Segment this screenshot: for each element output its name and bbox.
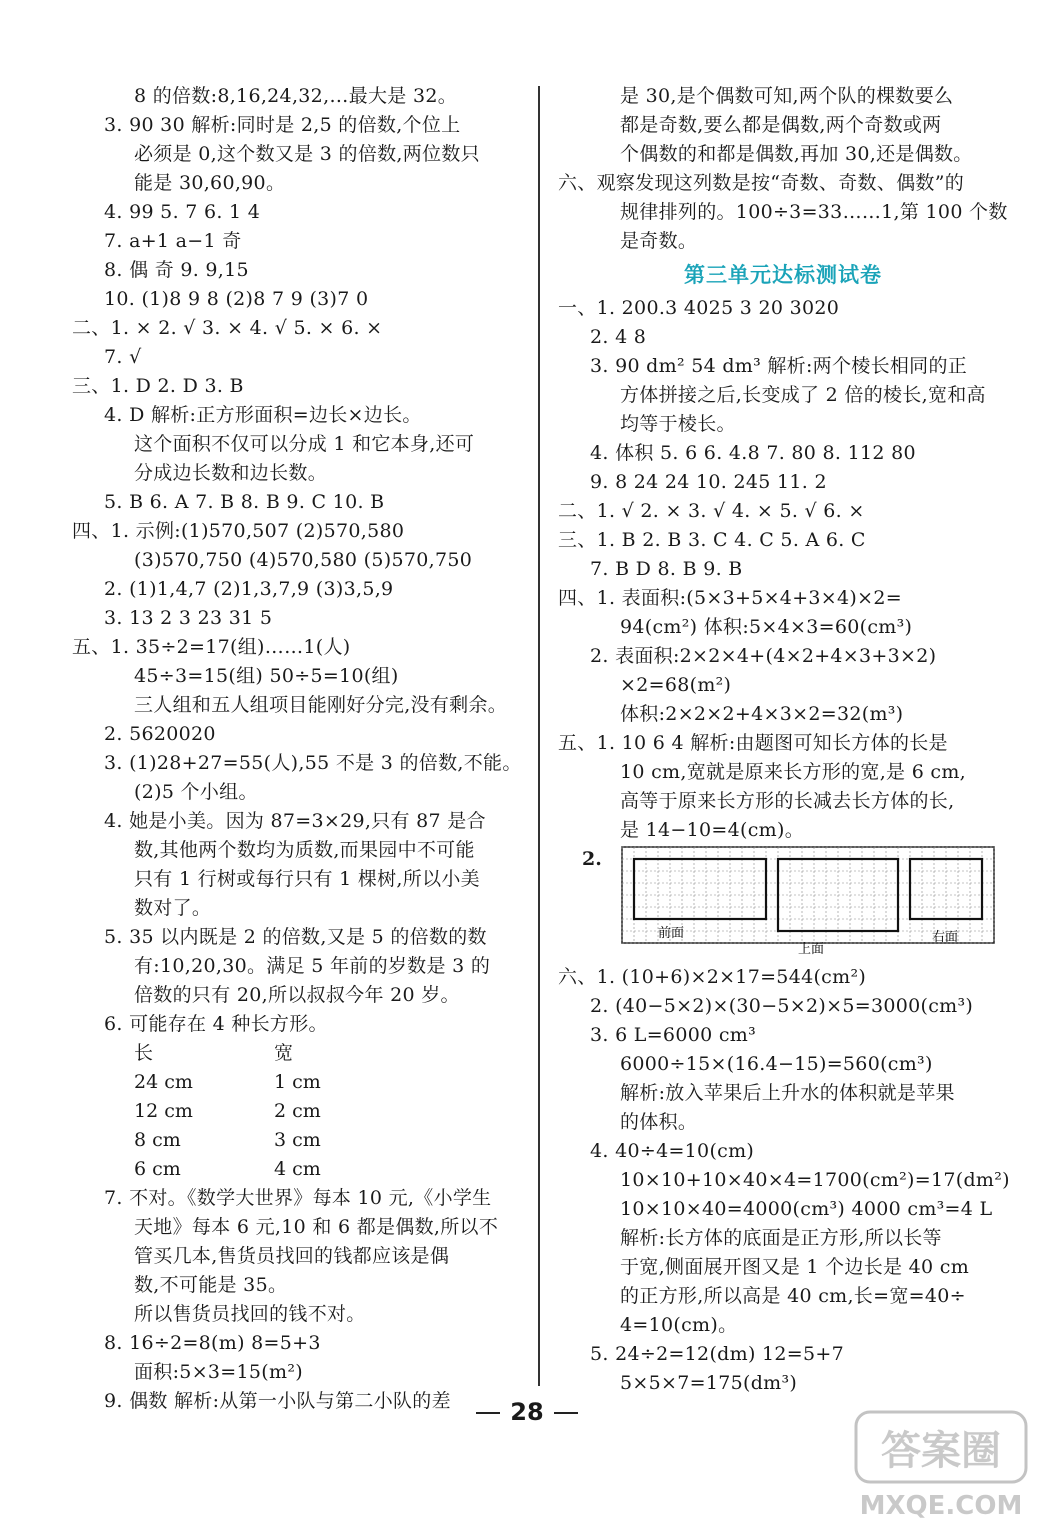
answer-line: 4. 99 5. 7 6. 1 4 bbox=[104, 201, 261, 223]
answer-line: 个偶数的和都是偶数,再加 30,还是偶数。 bbox=[620, 143, 973, 165]
table-row bbox=[72, 1097, 532, 1126]
answer-line: 六、观察发现这列数是按“奇数、奇数、偶数”的 bbox=[558, 172, 965, 194]
answer-line: 三、1. D 2. D 3. B bbox=[72, 375, 244, 397]
answer-line: 数,其他两个数均为质数,而果园中不可能 bbox=[134, 839, 475, 861]
answer-line: 二、1. √ 2. × 3. √ 4. × 5. √ 6. × bbox=[558, 500, 865, 522]
right-view-label: 右面 bbox=[932, 930, 959, 945]
answer-line: 这个面积不仅可以分成 1 和它本身,还可 bbox=[134, 433, 475, 455]
answer-line: 的正方形,所以高是 40 cm,长=宽=40÷ bbox=[620, 1285, 966, 1307]
answer-line: 有:10,20,30。满足 5 年前的岁数是 3 的 bbox=[134, 955, 491, 977]
answer-line: 10×10×40=4000(cm³) 4000 cm³=4 L bbox=[620, 1198, 993, 1220]
grid-figure-number: 2. bbox=[582, 848, 602, 870]
answer-line: 2. 表面积:2×2×4+(4×2+4×3+3×2) bbox=[590, 645, 937, 667]
answer-line: 45÷3=15(组) 50÷5=10(组) bbox=[134, 665, 399, 687]
answer-line: 8. 16÷2=8(m) 8=5+3 bbox=[104, 1332, 321, 1354]
answer-line: 分成边长数和边长数。 bbox=[134, 462, 328, 484]
answer-line: 天地》每本 6 元,10 和 6 都是偶数,所以不 bbox=[134, 1216, 499, 1238]
answer-line: ×2=68(m²) bbox=[620, 674, 732, 696]
answer-line: 是奇数。 bbox=[620, 230, 698, 252]
answer-line: 4. D 解析:正方形面积=边长×边长。 bbox=[104, 404, 422, 426]
answer-line: 所以售货员找回的钱不对。 bbox=[134, 1303, 366, 1325]
table-row bbox=[72, 1068, 532, 1097]
rect-table bbox=[72, 1039, 532, 1184]
answer-line: 四、1. 示例:(1)570,507 (2)570,580 bbox=[72, 520, 405, 542]
answer-line: (3)570,750 (4)570,580 (5)570,750 bbox=[134, 549, 473, 571]
cell-width: 3 cm bbox=[274, 1129, 321, 1151]
answer-line: 2. (1)1,4,7 (2)1,3,7,9 (3)3,5,9 bbox=[104, 578, 394, 600]
answer-line: 五、1. 35÷2=17(组)……1(人) bbox=[72, 636, 351, 658]
answer-line: 解析:长方体的底面是正方形,所以长等 bbox=[620, 1227, 942, 1249]
answer-line: 高等于原来长方形的长减去长方体的长, bbox=[620, 790, 955, 812]
answer-line: 于宽,侧面展开图又是 1 个边长是 40 cm bbox=[620, 1256, 970, 1278]
answer-line: 9. 8 24 24 10. 245 11. 2 bbox=[590, 471, 827, 493]
svg-text:MXQE.COM: MXQE.COM bbox=[859, 1491, 1023, 1521]
answer-line: 二、1. × 2. √ 3. × 4. √ 5. × 6. × bbox=[72, 317, 383, 339]
answer-line: 体积:2×2×2+4×3×2=32(m³) bbox=[620, 703, 904, 725]
answer-line: 4. 40÷4=10(cm) bbox=[590, 1140, 755, 1162]
answer-line: 10×10+10×40×4=1700(cm²)=17(dm²) bbox=[620, 1169, 1010, 1191]
left-answers-part-2 bbox=[72, 1184, 532, 1416]
answer-line: 方体拼接之后,长变成了 2 倍的棱长,宽和高 bbox=[620, 384, 986, 406]
answer-line: 五、1. 10 6 4 解析:由题图可知长方体的长是 bbox=[558, 732, 948, 754]
answer-line: 6000÷15×(16.4−15)=560(cm³) bbox=[620, 1053, 933, 1075]
answer-line: 只有 1 行树或每行只有 1 棵树,所以小美 bbox=[134, 868, 480, 890]
page-number-dash-right bbox=[554, 1412, 578, 1414]
answer-line: 5. 35 以内既是 2 的倍数,又是 5 的倍数的数 bbox=[104, 926, 487, 948]
cell-width: 4 cm bbox=[274, 1158, 321, 1180]
answer-line: 5. B 6. A 7. B 8. B 9. C 10. B bbox=[104, 491, 385, 513]
cell-length: 6 cm bbox=[134, 1158, 181, 1180]
answer-line: 解析:放入苹果后上升水的体积就是苹果 bbox=[620, 1082, 955, 1104]
answer-line: 3. 6 L=6000 cm³ bbox=[590, 1024, 756, 1046]
answer-line: 一、1. 200.3 4025 3 20 3020 bbox=[558, 297, 840, 319]
answer-line: 7. 不对。《数学大世界》每本 10 元,《小学生 bbox=[104, 1187, 492, 1209]
answer-line: 必须是 0,这个数又是 3 的倍数,两位数只 bbox=[134, 143, 480, 165]
answer-line: 是 14−10=4(cm)。 bbox=[620, 819, 805, 841]
answer-line: 2. (40−5×2)×(30−5×2)×5=3000(cm³) bbox=[590, 995, 974, 1017]
answer-line: 是 30,是个偶数可知,两个队的棵数要么 bbox=[620, 85, 954, 107]
answer-line: 2. 4 8 bbox=[590, 326, 647, 348]
right-answers-part-3 bbox=[558, 963, 1008, 1398]
top-view-label: 上面 bbox=[798, 942, 825, 957]
front-view-label: 前面 bbox=[658, 926, 685, 941]
cell-length: 8 cm bbox=[134, 1129, 181, 1151]
answer-line: 7. a+1 a−1 奇 bbox=[104, 230, 242, 252]
answer-line: 三、1. B 2. B 3. C 4. C 5. A 6. C bbox=[558, 529, 866, 551]
answer-line: 面积:5×3=15(m²) bbox=[134, 1361, 303, 1383]
cell-width: 1 cm bbox=[274, 1071, 321, 1093]
answer-line: 6. 可能存在 4 种长方形。 bbox=[104, 1013, 328, 1035]
answer-line: 3. 90 dm² 54 dm³ 解析:两个棱长相同的正 bbox=[590, 355, 968, 377]
answer-line: 10 cm,宽就是原来长方形的宽,是 6 cm, bbox=[620, 761, 967, 783]
cell-length: 12 cm bbox=[134, 1100, 193, 1122]
answer-line: (2)5 个小组。 bbox=[134, 781, 258, 803]
page-number-dash-left bbox=[476, 1412, 500, 1414]
column-divider bbox=[538, 86, 540, 1386]
answer-line: 倍数的只有 20,所以叔叔今年 20 岁。 bbox=[134, 984, 460, 1006]
answer-line: 管买几本,售货员找回的钱都应该是偶 bbox=[134, 1245, 450, 1267]
answer-line: 8 的倍数:8,16,24,32,…最大是 32。 bbox=[134, 85, 458, 107]
header-length: 长 bbox=[134, 1042, 154, 1064]
answer-line: 4. 体积 5. 6 6. 4.8 7. 80 8. 112 80 bbox=[590, 442, 916, 464]
answer-line: 均等于棱长。 bbox=[620, 413, 736, 435]
rect-table-header bbox=[72, 1039, 532, 1068]
answer-line: 94(cm²) 体积:5×4×3=60(cm³) bbox=[620, 616, 913, 638]
answer-line: 9. 偶数 解析:从第一小队与第二小队的差 bbox=[104, 1390, 451, 1412]
answer-line: 7. B D 8. B 9. B bbox=[590, 558, 743, 580]
answer-line: 5×5×7=175(dm³) bbox=[620, 1372, 798, 1394]
answer-line: 4=10(cm)。 bbox=[620, 1314, 738, 1336]
answer-line: 3. 13 2 3 23 31 5 bbox=[104, 607, 273, 629]
answer-line: 六、1. (10+6)×2×17=544(cm²) bbox=[558, 966, 867, 988]
answer-line: 规律排列的。100÷3=33……1,第 100 个数 bbox=[620, 201, 1008, 223]
answer-line: 5. 24÷2=12(dm) 12=5+7 bbox=[590, 1343, 844, 1365]
table-row bbox=[72, 1155, 532, 1184]
table-row bbox=[72, 1126, 532, 1155]
answer-line: 数对了。 bbox=[134, 897, 212, 919]
header-width: 宽 bbox=[274, 1042, 294, 1064]
svg-text:答案圈: 答案圈 bbox=[881, 1428, 1001, 1474]
section-title: 第三单元达标测试卷 bbox=[684, 263, 882, 287]
right-column bbox=[558, 82, 1008, 1398]
answer-line: 能是 30,60,90。 bbox=[134, 172, 286, 194]
three-view-grid bbox=[620, 845, 1000, 957]
watermark-logo bbox=[852, 1406, 1032, 1526]
answer-line: 7. √ bbox=[104, 346, 142, 368]
grid-figure bbox=[558, 845, 1008, 963]
answer-line: 数,不可能是 35。 bbox=[134, 1274, 288, 1296]
answer-line: 4. 她是小美。因为 87=3×29,只有 87 是合 bbox=[104, 810, 486, 832]
answer-line: 三人组和五人组项目能刚好分完,没有剩余。 bbox=[134, 694, 508, 716]
answer-line: 10. (1)8 9 8 (2)8 7 9 (3)7 0 bbox=[104, 288, 369, 310]
answer-line: 四、1. 表面积:(5×3+5×4+3×4)×2= bbox=[558, 587, 902, 609]
answer-line: 的体积。 bbox=[620, 1111, 698, 1133]
cell-width: 2 cm bbox=[274, 1100, 321, 1122]
answer-line: 8. 偶 奇 9. 9,15 bbox=[104, 259, 249, 281]
page-number-text: 28 bbox=[510, 1398, 544, 1426]
answer-line: 2. 5620020 bbox=[104, 723, 216, 745]
cell-length: 24 cm bbox=[134, 1071, 193, 1093]
right-answers-part-1 bbox=[558, 82, 1008, 256]
right-answers-part-2 bbox=[558, 294, 1008, 845]
answer-line: 都是奇数,要么都是偶数,两个奇数或两 bbox=[620, 114, 942, 136]
answer-line: 3. 90 30 解析:同时是 2,5 的倍数,个位上 bbox=[104, 114, 461, 136]
left-answers-part-1 bbox=[72, 82, 532, 1039]
left-column bbox=[72, 82, 532, 1416]
answer-line: 3. (1)28+27=55(人),55 不是 3 的倍数,不能。 bbox=[104, 752, 522, 774]
